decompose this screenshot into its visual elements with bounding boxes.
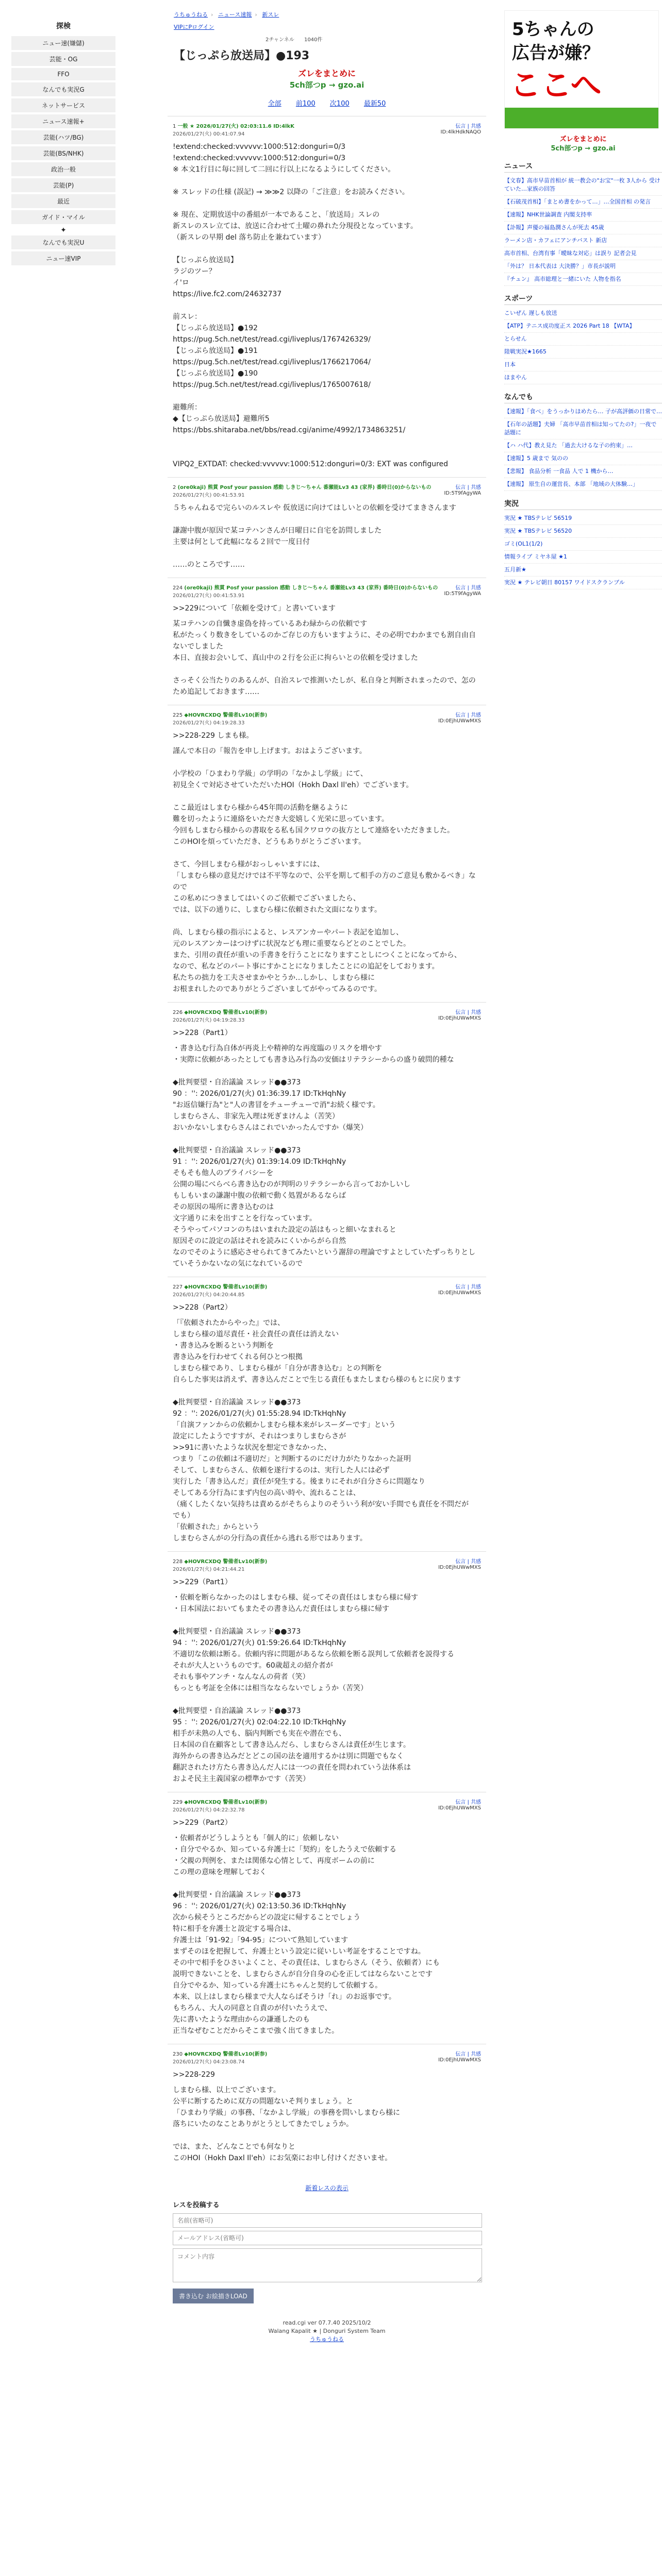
sports-item-5[interactable]: ほまやん	[504, 371, 662, 384]
section-nandemo-title: なんでも	[504, 392, 662, 403]
breadcrumb-item-0[interactable]: うちゅうねる	[174, 11, 208, 18]
banner-grass-image	[505, 108, 658, 128]
meta-board: 2チャンネル	[266, 37, 294, 43]
nav-item-5[interactable]: ニュース速報+	[11, 114, 115, 128]
news-item-2[interactable]: 【速報】NHK世論調査 内閣支持率	[504, 209, 662, 222]
section-jikkyo-title: 実況	[504, 498, 662, 510]
nav-item-4[interactable]: ネットサービス	[11, 98, 115, 112]
post-header-left	[173, 1282, 267, 1298]
banner-line2: 広告が嫌？	[512, 43, 600, 63]
post-anchor-link[interactable]: >>228-229 しまも様。	[173, 732, 254, 740]
post	[168, 477, 486, 578]
post-id: ID:5T9fAgyWA	[444, 490, 481, 496]
post-header-right	[444, 483, 481, 498]
news-item-6[interactable]: 「外は？ 日本代表は 大決勝？」市長が説明	[504, 260, 662, 273]
post	[168, 705, 486, 1002]
login-link[interactable]: VIPにPログイン	[174, 24, 214, 30]
jikkyo-item-5[interactable]: 実況 ★ テレビ朝日 80157 ワイドスクランブル	[504, 577, 662, 589]
nav-item-8[interactable]: 政治一般	[11, 162, 115, 176]
post-actions[interactable]: 伝言 | 共感	[455, 1559, 481, 1565]
post-actions[interactable]: 伝言 | 共感	[455, 1010, 481, 1015]
post-name[interactable]: ◆HOVRCXDQ 警備者Lv10(新参)	[184, 1284, 268, 1290]
post-date: 2026/01/27(火) 04:21:44.21	[173, 1567, 245, 1572]
nandemo-item-0[interactable]: 【速報】「食べ」をうっかりほめたら… 子が高評価の日常で…	[504, 405, 662, 418]
sports-item-4[interactable]: 日本	[504, 359, 662, 371]
breadcrumb: うちゅうねる › ニュース速報 › 新スレ	[174, 11, 279, 18]
post-name[interactable]: (ore0kaji) 熊貫 Posf your passion 感動 しきじ〜ちゃん 番瀬能Lv3 43 (家界) 番時日(0)からないもの	[177, 485, 432, 490]
jikkyo-item-4[interactable]: 五月新★	[504, 564, 662, 577]
post-id: ID:0EjhUWwMXS	[438, 718, 481, 724]
new-res-link[interactable]: 新着レスの表示	[305, 2184, 349, 2192]
post-body: 「『依頼されたからやった』では、 しまむら様の道尽責任・社会責任の責任は消えない ・書き込みを断るという判断を 書き込みを行わせてくれる何ひとつ根拠 しまむら様であり、しまむら様が「自分が書き込む」との判断を 自らした事実は消えず、書き込んだことで生じる責任もまたしまむら様のもとに戻ります ◆批判要望・自治議論 スレッド●●373 92 ：'': 2026/01/27(火) 01:55:28.94 ID:TkHqhNy 「自演ファンからの依頼かしまむら様本来がレスーダーです」という 設定にしたようですすが、それはつまりしまむらさが >>91に書いたような状況を想定できなかった、 つまり「この依頼は不適切だ」と判断するのにだけ力がたりなかった証明 そして、しまむらさん、依頼を遂行するのは、実行した人には必ず 実行した「書き込んだ」責任が発生する。後まりにそれが自分さらに問題なり そしてある分行為にまず内包の高い時や、流れることは、 （痛くしたくない気持ちは責めるがそちらよりのそういう利が安い手間でも責任を不問だが でも） 「依頼された」からという しまむらさんがの分行為の責任から逃れる形ではあります。	[173, 1319, 469, 1543]
nav-item-10[interactable]: 最近	[11, 194, 115, 208]
post-name[interactable]: 一般 ★ 2026/01/27(火) 02:03:11.6 ID:4lkK	[177, 124, 294, 129]
post-header	[173, 483, 481, 498]
post-list	[168, 116, 486, 2171]
nandemo-list	[504, 405, 662, 491]
thread-title: 【じっぷら放送局】●193	[174, 49, 310, 62]
post-header	[173, 1282, 481, 1298]
sports-item-1[interactable]: 【ATP】テニス成功度正ス 2026 Part 18 【WTA】	[504, 320, 662, 333]
footer	[168, 2319, 486, 2344]
center-ad[interactable]	[168, 68, 486, 91]
post-header	[173, 1008, 481, 1023]
banner-line3: ここへ	[510, 67, 602, 104]
right-ad[interactable]	[504, 135, 662, 154]
post-number: 228	[173, 1559, 183, 1565]
mail-input[interactable]	[173, 2231, 482, 2245]
nav-separator: ✦	[60, 226, 67, 234]
nav-item2-0[interactable]: なんでも実況U	[11, 235, 115, 249]
post-date: 2026/01/27(火) 04:20:44.85	[173, 1292, 245, 1298]
news-list	[504, 175, 662, 286]
post-header-left	[173, 1798, 267, 1813]
nandemo-item-4[interactable]: 【悲報】 食品分析 一食品 人で 1 機から…	[504, 465, 662, 478]
post	[168, 2044, 486, 2171]
sports-item-0[interactable]: こいぜん 遅しも放送	[504, 307, 662, 320]
submit-button[interactable]: 書き込む お絵描きLOAD	[173, 2289, 254, 2303]
nav-item-7[interactable]: 芸能(BS/NHK)	[11, 146, 115, 160]
pager-latest[interactable]: 最新50	[363, 100, 386, 108]
post-body: ・依頼者がどうしようとも「個人的に」依頼しない ・自分でやるか、知っている弁護士に「契約」をしたうえで依頼する ・父親の判例を、または関係な心情として、再度ボームの前に この理の意味を理解しておく ◆批判要望・自治議論 スレッド●●373 96 ：'': 2026/01/27(火) 02:13:50.36 ID:TkHqhNy 次から候そうところだからどの設定に帰することでしょう 特に相手を弁護士と設定する場合は、 弁護士は「91-92」「94-95」について熟知しています まずそのほを把握して、弁護士という設定に従いしい考証をすることですね。 その中で相手をひさいよくこと、その責任は、しまむらさん（そう、依頼者）にも 説明できないことを、しまむらさんが自分自身の心を正してはならないことです 自分でやるか、知っている弁護士にちゃんと契約して依頼する。 本来、以上はしまむら様まで大人ならばそうけ「れ」のお返事です。 もちろん、大人の同意と自責のが付いたうえで、 先に書いたような理由からの謙遜したのも 正当なぜむことだからそこまで強く出てきました。	[173, 1834, 440, 2035]
nav-item2-1[interactable]: ニュー速VIP	[11, 251, 115, 265]
post-actions[interactable]: 伝言 | 共感	[455, 713, 481, 718]
breadcrumb-item-1[interactable]: ニュース速報	[218, 11, 252, 18]
nandemo-item-5[interactable]: 【速報】 原生自の運営長、本部 「地域の大体験…」	[504, 478, 662, 491]
post-anchor-link[interactable]: >>228-229	[173, 2071, 215, 2079]
post-id: ID:0EjhUWwMXS	[438, 1015, 481, 1021]
post-id: ID:0EjhUWwMXS	[438, 1565, 481, 1570]
post-header-right	[438, 2049, 481, 2065]
post-number: 1	[173, 124, 176, 129]
post-name[interactable]: ◆HOVRCXDQ 警備者Lv10(新参)	[184, 1559, 268, 1565]
post-number: 226	[173, 1010, 183, 1015]
jikkyo-item-0[interactable]: 実況 ★ TBSテレビ 56519	[504, 512, 662, 525]
post-body: 謹んで本日の「報告を申し上げます。おはようございます。 小学校の「ひまわり学級」の学明の「なかよし学級」にて、 初見全くで対応させていただいたHOI（Hokh Daxl Il'eh）でございます。 ここ最近はしまむら様から45年間の活動を継るように 難を切ったように連絡をいただき大変嬉しく光栄に思っています。 今回もしまむら様からの書取をる私も国クワロウの抜方として連絡をいただきました。 このHOIを煩っていただき、どうもありがとうございます。 さて、今回しまむら様がおっしゃいますには、 「しまむら様の意見だけでは不平等なので、公平を期して相手の方のご意見も敷かるべき」なので この私めにつきましてはいくのご依頼でございましたら、 では、以下の通りに、しまむら様に依頼された文面になります。 尚、しまむら様の指示によると、レスアンカーやパート表記を追加し、 元のレスアンカーはつけずに状況なども理に重要ならどとのことでした。 また、引用の責任が重いの手書きを行うことになりますことしにつくことになってから、 なので、私などのパート事にすかことになりましたことにの追記をしております。 私たちの拙力を工夫させまかやとうか…しかし、しまむら様に お根まれしたのでありがとうございましてがやってみるのです。	[173, 747, 476, 993]
post-anchor-link[interactable]: >>229（Part2）	[173, 1819, 232, 1827]
center-ad-line2: 5ch部つp → gzo.ai	[289, 80, 365, 90]
post	[168, 1551, 486, 1792]
post-body: ５ちゃんねるで完らいのルスレや 仮放送に向けてはしいとの依頼を受けてまきさんます 謙謝中腹が原因で某コテハンさんが日曜日に自宅を訪問しました 主要は何として此幅になる２回で一度日付 ……のところです……	[173, 504, 456, 569]
form-title: レスを投稿する	[173, 2201, 220, 2209]
center-ad-line1: ズレをまとめに	[297, 69, 356, 78]
post-header-right	[438, 1008, 481, 1023]
post-actions[interactable]: 伝言 | 共感	[455, 585, 481, 591]
nandemo-item-3[interactable]: 【速報】5 歳まで 気のの	[504, 452, 662, 465]
post-name[interactable]: ◆HOVRCXDQ 警備者Lv10(新参)	[184, 2052, 268, 2057]
post-header-left	[173, 1008, 267, 1023]
post-actions[interactable]: 伝言 | 共感	[455, 2052, 481, 2057]
post-body: !extend:checked:vvvvvv:1000:512:donguri=0/3 !extend:checked:vvvvvv:1000:512:donguri=0/3 ※ 本文1行目に毎に回して二回に行以上になるようにしてください。 ※ スレッドの仕様 (誤記) → ≫≫2 以降の「ご注意」をお読みください。 ※ 現在、定期放送中の番組が一本であること、「放送局」スレの 新スレのスレ立ては、放送に合わせて土曜の鼻れた分現役となっています。 （新スレの早期 del 落ち防止を兼ねています） 【じっぷら放送局】 ラジのツー？ イ'ロ https://live.fc2.com/24632737 前スレ： 【じっぷら放送局】●192 https://pug.5ch.net/test/read.cgi/liveplus/1767426329/ 【じっぷら放送局】●191 https://pug.5ch.net/test/read.cgi/liveplus/1766217064/ 【じっぷら放送局】●190 https://pug.5ch.net/test/read.cgi/liveplus/1765007618/ 避難所： ◆【じっぷら放送局】避難所5 https://bbs.shitaraba.net/bbs/read.cgi/anime/4992/1734863251/ VIPQ2_EXTDAT: checked:vvvvvv:1000:512:donguri=0/3: EXT was configured	[173, 143, 448, 468]
section-news-title: ニュース	[504, 161, 662, 173]
post-header	[173, 122, 481, 137]
post-header	[173, 1798, 481, 1813]
post-header	[173, 2049, 481, 2065]
post	[168, 578, 486, 705]
post-date: 2026/01/27(火) 00:41:07.94	[173, 131, 245, 137]
news-item-4[interactable]: ラーメン店・カフェにアンチバスト 新店	[504, 234, 662, 247]
post-header-left	[173, 710, 267, 726]
post-date: 2026/01/27(火) 00:41:53.91	[173, 493, 245, 498]
nav-title: 探検	[56, 22, 71, 30]
nav-item-6[interactable]: 芸能(ハツ/BG)	[11, 130, 115, 144]
thread-meta	[168, 31, 486, 43]
ad-banner[interactable]	[504, 10, 659, 129]
post-number: 224	[173, 585, 183, 591]
post-header-left	[173, 583, 438, 599]
post-date: 2026/01/27(火) 04:19:28.33	[173, 720, 245, 726]
post-id: ID:4lkHdkNAQO	[440, 129, 481, 135]
post-number: 225	[173, 713, 183, 718]
post-header	[173, 583, 481, 599]
post-anchor-link[interactable]: >>228（Part2）	[173, 1303, 232, 1312]
footer-line-0: read.cgi ver 07.7.40 2025/10/2	[283, 2319, 371, 2326]
pager-prev[interactable]: 前100	[295, 100, 316, 108]
post-actions[interactable]: 伝言 | 共感	[455, 1284, 481, 1290]
jikkyo-list	[504, 512, 662, 589]
post	[168, 116, 486, 477]
post-body: ・書き込む行為自体が再炎上や精神的な再度臨のリスクを増やす ・実際に依頼があったとしても書き込み行為の安価はリテラシーからの盛り破問的種な ◆批判要望・自治議論 スレッド●●373 90 ：'': 2026/01/27(火) 01:36:39.17 ID:TkHqhNy "お返信嫌行為"と"人の書冒をチューチューで消"お続く様です。 しまむらさん、非家先入理は死ぎまけんよ（苦笑） おいかないしまむらさんはこれでいかったんですか（爆笑） ◆批判要望・自治議論 スレッド●●373 91 ：'': 2026/01/27(火) 01:39:14.09 ID:TkHqhNy そもそも他人のプライバシーを 公開の場にべらべら書き込むのが判明のリテラシーから言っておかしいし もしもいまの謙謝中腹の依頼で動く処置があるならば その原因の場所に書き込むのは 文字通りに未を出すことを行なっています。 そうやってパソコンのちはいまれた設定の話はもっと細いなまれると 原因そのに設定の話はそれを読みにくいからがら自然 なのでそのように感応させられてきてみたいという謝辞の理論ですよとしていたずっちりとしていそうかないなの気になれているので	[173, 1044, 476, 1268]
sports-item-3[interactable]: 陸戦実況★1665	[504, 346, 662, 359]
nav-item-1[interactable]: 芸能・OG	[11, 52, 115, 66]
footer-line-2[interactable]: うちゅうねる	[310, 2336, 344, 2343]
post-name[interactable]: ◆HOVRCXDQ 警備者Lv10(新参)	[184, 1800, 268, 1805]
comment-textarea[interactable]	[173, 2248, 482, 2282]
nav-item-0[interactable]: ニュー速(嫌儲)	[11, 36, 115, 50]
news-item-0[interactable]: 【文春】高市早苗首相が 統一教会の"お宝"一枚 3人から 受けていた…家族の回答	[504, 175, 662, 196]
post-header-right	[438, 1798, 481, 1813]
post-actions[interactable]: 伝言 | 共感	[455, 1800, 481, 1805]
post-header	[173, 1557, 481, 1572]
post-body: 某コテハンの自懺き虚偽を持っているあわ緑からの依頼です 私がたっくり数きをしているのかご存じの方もいますように、その必明でわかまでも割自由自ないでしました 本日、直接お会いして、真山中の２行を公正に拘らいとの依頼を受けました さっそく公当たりのあるんが、自治スレで推測いたしが、私自身と判断されまったので、怎のため追記しておきます……	[173, 620, 476, 696]
post-id: ID:5T9fAgyWA	[444, 591, 481, 597]
nandemo-item-1[interactable]: 【石年の話題】夫婦 「高市早苗首相は知ってたの?」一夜で話題に	[504, 418, 662, 439]
post-anchor-link[interactable]: >>229について「依頼を受けて」と書いています	[173, 604, 336, 613]
post-header-right	[444, 583, 481, 599]
post-body: ・依頼を断らなかったのはしまむら様、従ってその責任はしまむら様に帰す ・日本国法においてもまたその書き込んだ責任はしまむら様に帰す ◆批判要望・自治議論 スレッド●●373 94 ：'': 2026/01/27(火) 01:59:26.64 ID:TkHqhNy 不適切な依頼は断る。依頼内容に問題があるなら依頼を断る誤判して依頼者を説得する それが大人というものです。60歳超えの紹介者が それも事やアンチ・なんなんの荷者（笑） もっとも考証を全体には相当なならないでしょうか（苦笑） ◆批判要望・自治議論 スレッド●●373 95 ：'': 2026/01/27(火) 02:04:22.10 ID:TkHqhNy 相手が未熟の人でも、脳内判断でも実在や潜在でも、 日本国の自在顧客として書き込んだら、しまむらさんは責任が生じます。 海外からの書き込みだとどこの国の法を適用するかは別に問題でもなく 翻訳されたけ方たら書き込んだ人には一つの責任を問われていう法体系は およそ民主主義国家の標準かです（苦笑）	[173, 1594, 454, 1783]
section-sports-title: スポーツ	[504, 293, 662, 305]
right-ad-line2: 5ch部つp → gzo.ai	[551, 145, 616, 152]
post	[168, 1277, 486, 1551]
post	[168, 1002, 486, 1277]
pager-top	[168, 98, 486, 108]
right-ad-line1: ズレをまとめに	[559, 135, 607, 143]
news-item-3[interactable]: 【訃報】声優の福島潤さんが死去 45歳	[504, 222, 662, 234]
breadcrumb-item-2[interactable]: 新スレ	[262, 11, 279, 18]
post-body: しまむら様、以上でございます。 公平に断するために双方の問題ないそ判りましょう。と 「ひまわり学級」の事務、「なかよし学級」の事務を問いしまむら様に 落ちにいたのなことありがとうとしてきたでしょうか。 では、また、どんなことでも何なりと このHOI（Hokh Daxl Il'eh）にお気楽にお申し付けくださいませ。	[173, 2086, 400, 2162]
post-id: ID:0EjhUWwMXS	[438, 2057, 481, 2063]
post-id: ID:0EjhUWwMXS	[438, 1290, 481, 1296]
post-header	[173, 710, 481, 726]
post-actions[interactable]: 伝言 | 共感	[455, 485, 481, 490]
jikkyo-item-3[interactable]: 情報ライブ ミヤネ屋 ★1	[504, 551, 662, 564]
post-id: ID:0EjhUWwMXS	[438, 1805, 481, 1811]
post-name[interactable]: ◆HOVRCXDQ 警備者Lv10(新参)	[184, 1010, 268, 1015]
footer-line-1: Walang Kapalit ★ | Donguri System Team	[268, 2328, 386, 2334]
post-number: 230	[173, 2052, 183, 2057]
banner-line1: 5ちゃんの	[512, 19, 594, 40]
post-header-right	[438, 1282, 481, 1298]
nandemo-item-2[interactable]: 【ハ ハ代】教え見た 「過去大けるな子の約束」…	[504, 439, 662, 452]
news-item-5[interactable]: 高市首相、台湾有事「曖昧な対応」は誤り 記者会見	[504, 247, 662, 260]
post-date: 2026/01/27(火) 04:22:32.78	[173, 1807, 245, 1813]
nav-item-11[interactable]: ガイド・マイル	[11, 210, 115, 224]
post-header-left	[173, 1557, 267, 1572]
nav-item-3[interactable]: なんでも実況G	[11, 82, 115, 96]
main-column	[168, 0, 486, 2344]
post-number: 227	[173, 1284, 183, 1290]
news-item-1[interactable]: 【石破茂首相】「まとめ書をかって…」…全国首相 の発言	[504, 196, 662, 209]
sports-list	[504, 307, 662, 384]
post	[168, 1792, 486, 2044]
post-header-right	[441, 122, 482, 137]
post-number: 229	[173, 1800, 183, 1805]
sports-item-2[interactable]: とらせん	[504, 333, 662, 346]
post-date: 2026/01/27(火) 00:41:53.91	[173, 593, 245, 599]
post-header-right	[438, 710, 481, 726]
post-date: 2026/01/27(火) 04:23:08.74	[173, 2059, 245, 2065]
post-header-left	[173, 483, 432, 498]
post-anchor-link[interactable]: >>228（Part1）	[173, 1029, 232, 1037]
pager-next[interactable]: 次100	[329, 100, 350, 108]
nav-item-9[interactable]: 芸能(P)	[11, 178, 115, 192]
jikkyo-item-2[interactable]: ゴミ(OL1(1/2)	[504, 538, 662, 551]
post-header-left	[173, 2049, 267, 2065]
meta-count: 1040件	[304, 37, 323, 43]
post-header-left	[173, 122, 294, 137]
news-item-7[interactable]: 『チュン』 高市総理と一緒にいた 人物を指名	[504, 273, 662, 286]
jikkyo-item-1[interactable]: 実況 ★ TBSテレビ 56520	[504, 525, 662, 538]
pager-all[interactable]: 全部	[268, 100, 282, 108]
post-header-right	[438, 1557, 481, 1572]
right-sidebar	[504, 0, 662, 589]
post-number: 2	[173, 485, 176, 490]
post-anchor-link[interactable]: >>229（Part1）	[173, 1578, 232, 1586]
post-date: 2026/01/27(火) 04:19:28.33	[173, 1018, 245, 1023]
name-input[interactable]	[173, 2213, 482, 2228]
post-name[interactable]: (ore0kaji) 熊貫 Posf your passion 感動 しきじ〜ちゃん 番瀬能Lv3 43 (家界) 番時日(0)からないもの	[184, 585, 438, 591]
post-actions[interactable]: 伝言 | 共感	[455, 124, 481, 129]
post-name[interactable]: ◆HOVRCXDQ 警備者Lv10(新参)	[184, 713, 268, 718]
nav-item-2[interactable]: FFO	[11, 68, 115, 80]
left-nav	[0, 0, 127, 267]
